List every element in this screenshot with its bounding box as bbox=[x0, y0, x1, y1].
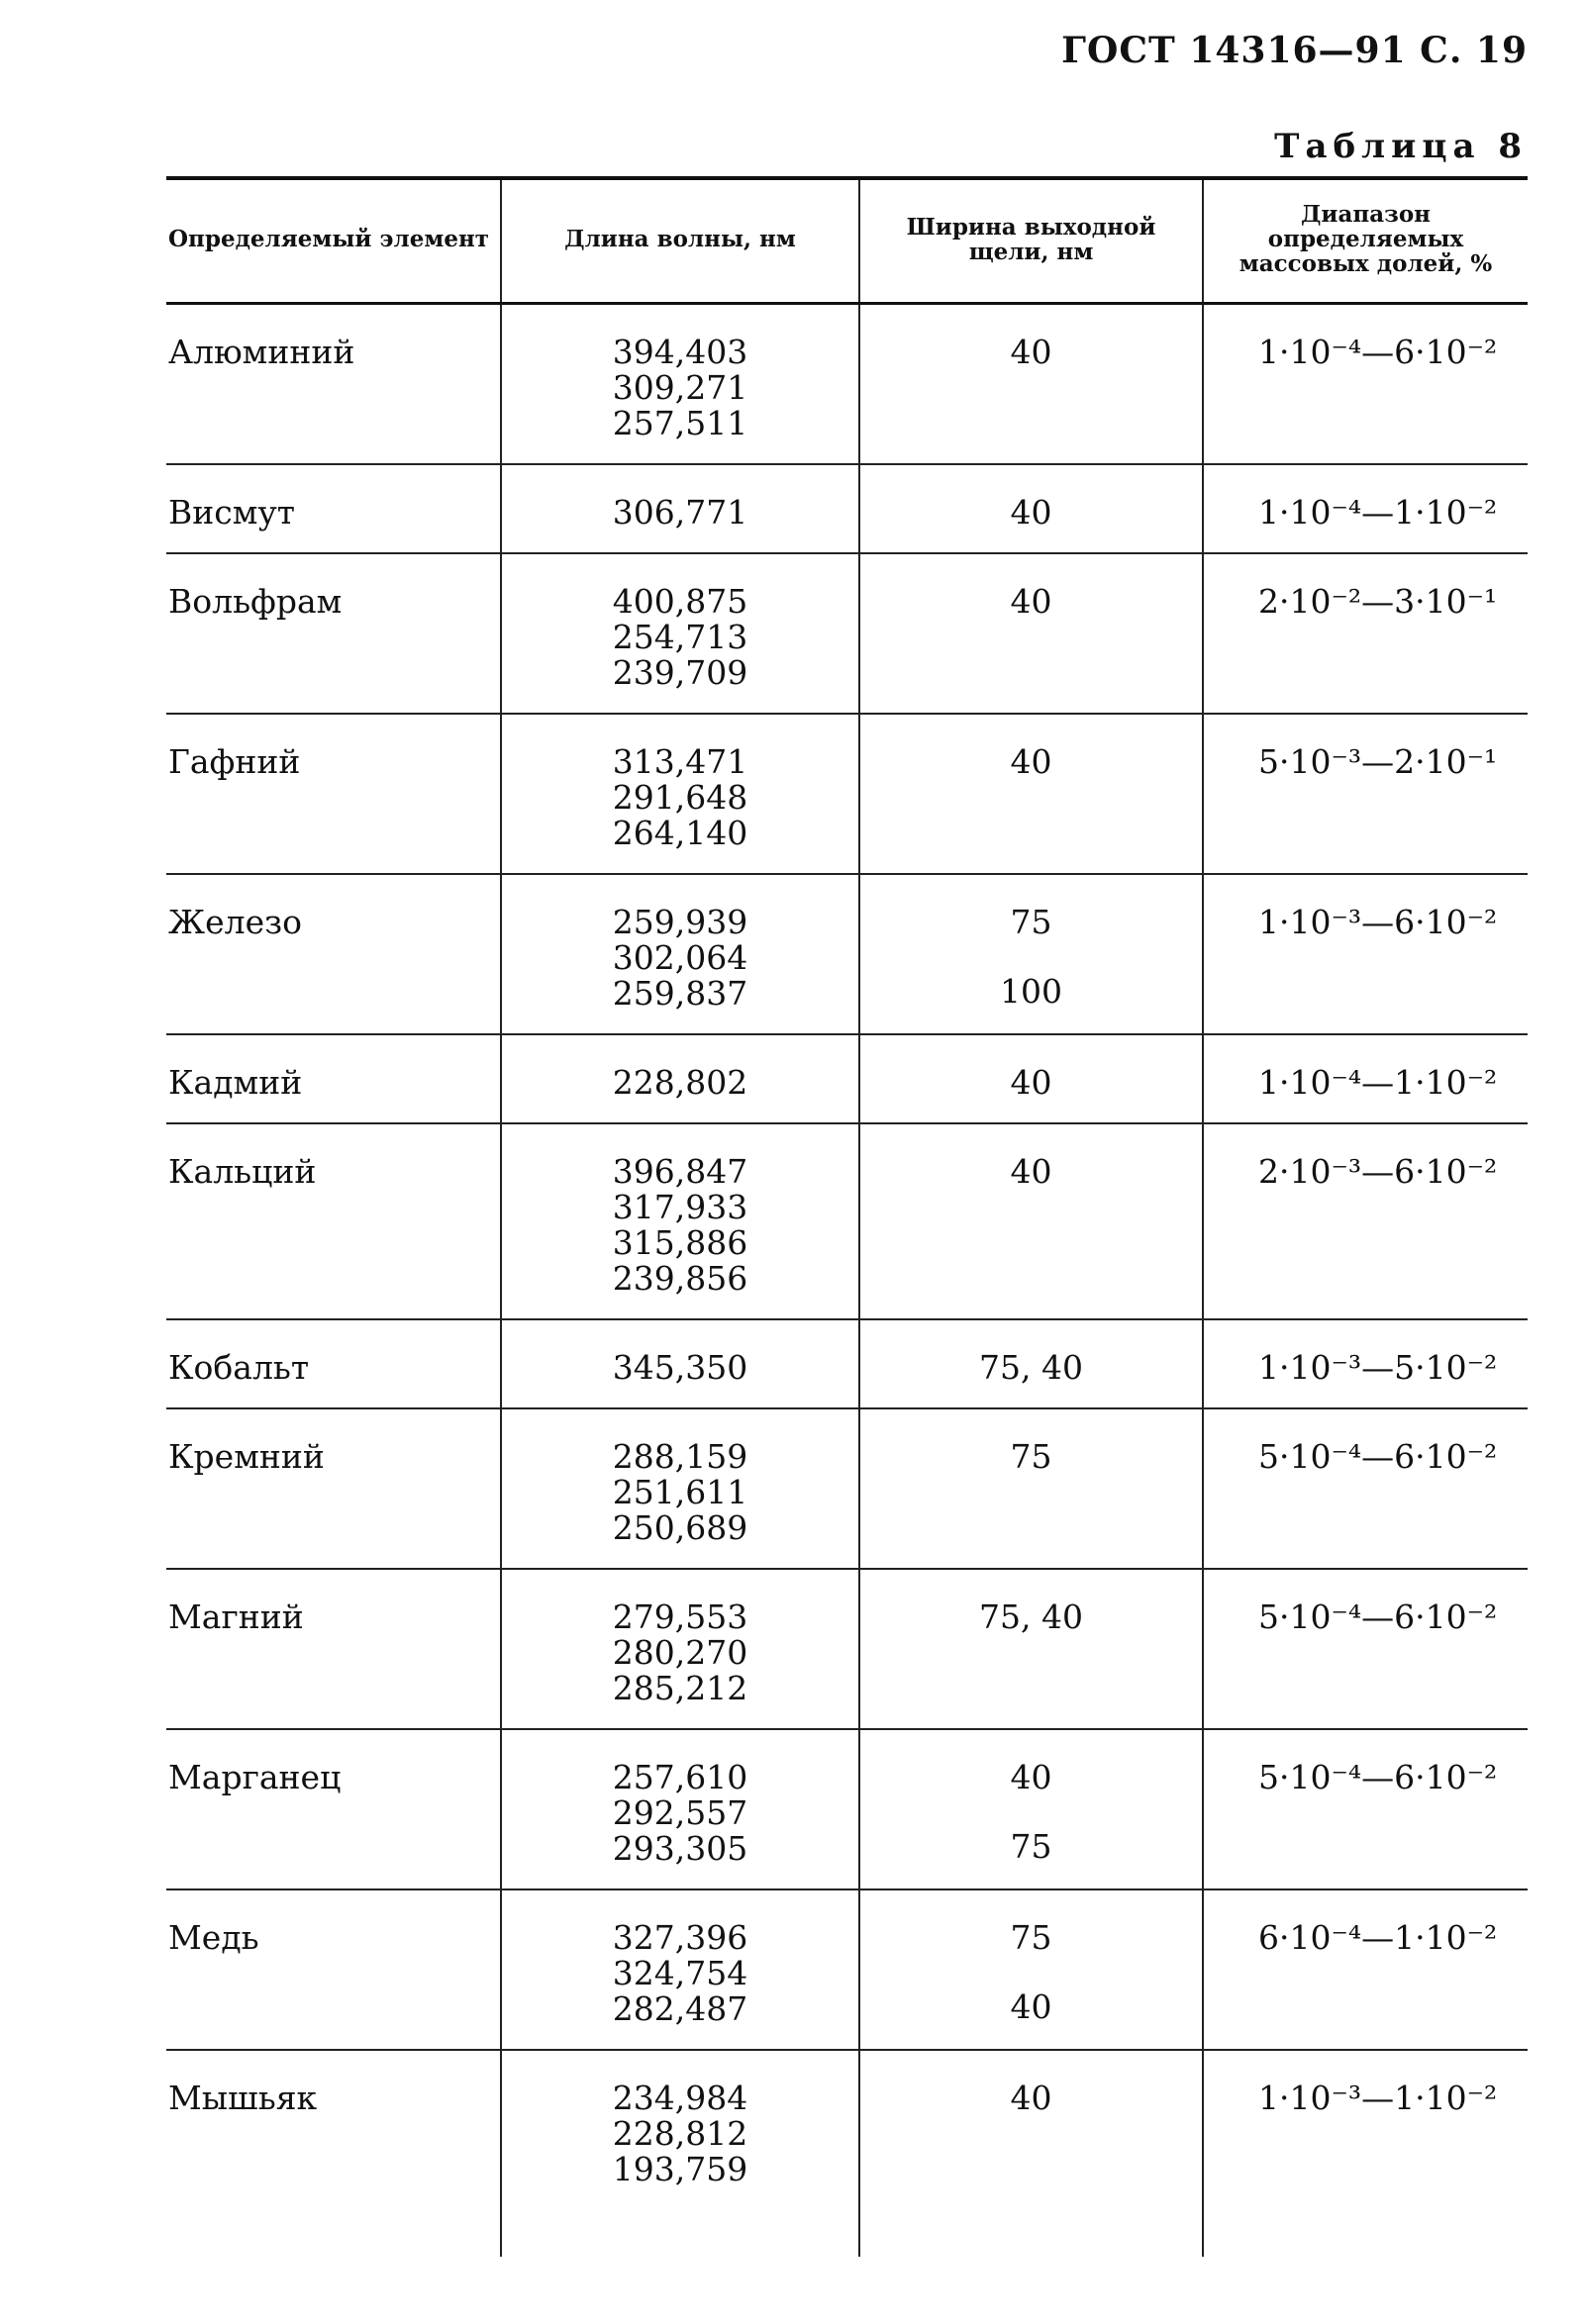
wavelength-value: 345,350 bbox=[612, 1348, 748, 1387]
wavelength-value: 259,939 bbox=[612, 903, 748, 941]
slit-width-value: 75 bbox=[1010, 903, 1052, 941]
element-name: Висмут bbox=[166, 464, 501, 553]
wavelength-value: 292,557 bbox=[612, 1793, 748, 1832]
wavelength-value: 264,140 bbox=[612, 814, 748, 852]
wavelength-value: 228,812 bbox=[612, 2114, 748, 2153]
column-header-range: Диапазон определяемых массовых долей, % bbox=[1203, 178, 1528, 304]
wavelength-value: 228,802 bbox=[612, 1063, 748, 1102]
wavelength-value: 254,713 bbox=[612, 618, 748, 656]
table-row bbox=[166, 1319, 1528, 1408]
wavelength-cell bbox=[501, 874, 859, 1034]
column-header-slit-width: Ширина выходной щели, нм bbox=[859, 178, 1203, 304]
slit-width-cell bbox=[859, 1569, 1203, 1729]
wavelength-value: 239,856 bbox=[612, 1259, 748, 1298]
table-body bbox=[166, 304, 1528, 2258]
wavelength-value: 293,305 bbox=[612, 1829, 748, 1868]
slit-width-cell bbox=[859, 304, 1203, 465]
wavelength-value: 279,553 bbox=[612, 1598, 748, 1636]
slit-width-value: 40 bbox=[1010, 1152, 1052, 1191]
mass-fraction-range: 1·10⁻⁴—6·10⁻² bbox=[1203, 304, 1528, 465]
element-wavelength-table bbox=[166, 176, 1528, 2257]
table-row bbox=[166, 2050, 1528, 2257]
wavelength-value: 280,270 bbox=[612, 1633, 748, 1672]
wavelength-value: 396,847 bbox=[612, 1152, 748, 1191]
mass-fraction-range: 5·10⁻⁴—6·10⁻² bbox=[1203, 1569, 1528, 1729]
wavelength-cell bbox=[501, 464, 859, 553]
slit-width-value: 75 bbox=[1010, 1827, 1052, 1866]
wavelength-value: 193,759 bbox=[612, 2150, 748, 2188]
slit-spacer bbox=[870, 1956, 1192, 1989]
wavelength-value: 239,709 bbox=[612, 653, 748, 692]
element-name: Кадмий bbox=[166, 1034, 501, 1123]
slit-width-cell bbox=[859, 1123, 1203, 1319]
slit-width-value: 40 bbox=[1010, 2079, 1052, 2117]
mass-fraction-range: 5·10⁻³—2·10⁻¹ bbox=[1203, 714, 1528, 874]
slit-width-cell bbox=[859, 553, 1203, 714]
slit-width-cell bbox=[859, 2050, 1203, 2257]
wavelength-cell bbox=[501, 714, 859, 874]
column-header-wavelength: Длина волны, нм bbox=[501, 178, 859, 304]
page-header: ГОСТ 14316—91 С. 19 bbox=[1061, 30, 1528, 71]
slit-width-value: 40 bbox=[1010, 1063, 1052, 1102]
table-row bbox=[166, 553, 1528, 714]
wavelength-value: 302,064 bbox=[612, 938, 748, 977]
column-header-element: Определяемый элемент bbox=[166, 178, 501, 304]
table-row bbox=[166, 1408, 1528, 1569]
slit-spacer bbox=[870, 1795, 1192, 1829]
slit-width-value: 40 bbox=[1010, 1987, 1052, 2026]
table-row bbox=[166, 1729, 1528, 1889]
wavelength-cell bbox=[501, 1408, 859, 1569]
table-row bbox=[166, 1889, 1528, 2050]
wavelength-value: 394,403 bbox=[612, 333, 748, 371]
slit-width-value: 40 bbox=[1010, 742, 1052, 781]
element-name: Вольфрам bbox=[166, 553, 501, 714]
table-caption: Таблица 8 bbox=[1274, 127, 1528, 166]
element-name: Медь bbox=[166, 1889, 501, 2050]
table-row bbox=[166, 464, 1528, 553]
wavelength-value: 309,271 bbox=[612, 368, 748, 407]
table-row bbox=[166, 1034, 1528, 1123]
mass-fraction-range: 2·10⁻³—6·10⁻² bbox=[1203, 1123, 1528, 1319]
wavelength-value: 251,611 bbox=[612, 1473, 748, 1511]
mass-fraction-range: 5·10⁻⁴—6·10⁻² bbox=[1203, 1408, 1528, 1569]
table-row bbox=[166, 304, 1528, 465]
wavelength-value: 400,875 bbox=[612, 582, 748, 621]
wavelength-cell bbox=[501, 304, 859, 465]
table-row bbox=[166, 1569, 1528, 1729]
slit-width-cell bbox=[859, 1889, 1203, 2050]
slit-width-cell bbox=[859, 1034, 1203, 1123]
slit-width-cell bbox=[859, 714, 1203, 874]
wavelength-value: 324,754 bbox=[612, 1954, 748, 1992]
slit-width-value: 40 bbox=[1010, 493, 1052, 532]
wavelength-value: 306,771 bbox=[612, 493, 748, 532]
element-name: Кальций bbox=[166, 1123, 501, 1319]
slit-width-value: 100 bbox=[1000, 972, 1062, 1011]
slit-width-value: 40 bbox=[1010, 1758, 1052, 1796]
slit-width-cell bbox=[859, 1729, 1203, 1889]
wavelength-cell bbox=[501, 1569, 859, 1729]
mass-fraction-range: 2·10⁻²—3·10⁻¹ bbox=[1203, 553, 1528, 714]
wavelength-value: 257,610 bbox=[612, 1758, 748, 1796]
slit-width-cell bbox=[859, 1408, 1203, 1569]
element-name: Алюминий bbox=[168, 333, 355, 371]
element-name: Магний bbox=[166, 1569, 501, 1729]
slit-width-value: 75 bbox=[1010, 1918, 1052, 1957]
slit-width-cell bbox=[859, 464, 1203, 553]
mass-fraction-range: 1·10⁻⁴—1·10⁻² bbox=[1203, 1034, 1528, 1123]
wavelength-value: 317,933 bbox=[612, 1188, 748, 1226]
wavelength-value: 327,396 bbox=[612, 1918, 748, 1957]
wavelength-cell bbox=[501, 1729, 859, 1889]
wavelength-value: 250,689 bbox=[612, 1508, 748, 1547]
wavelength-cell bbox=[501, 2050, 859, 2257]
wavelength-value: 315,886 bbox=[612, 1223, 748, 1262]
element-name: Кремний bbox=[166, 1408, 501, 1569]
slit-width-cell bbox=[859, 874, 1203, 1034]
wavelength-value: 257,511 bbox=[612, 404, 748, 442]
wavelength-value: 313,471 bbox=[612, 742, 748, 781]
mass-fraction-range: 1·10⁻³—1·10⁻² bbox=[1203, 2050, 1528, 2257]
mass-fraction-range: 5·10⁻⁴—6·10⁻² bbox=[1203, 1729, 1528, 1889]
mass-fraction-range: 1·10⁻³—5·10⁻² bbox=[1203, 1319, 1528, 1408]
wavelength-value: 285,212 bbox=[612, 1669, 748, 1707]
table-header-row bbox=[166, 178, 1528, 304]
wavelength-cell bbox=[501, 1319, 859, 1408]
element-name: Кобальт bbox=[166, 1319, 501, 1408]
wavelength-value: 234,984 bbox=[612, 2079, 748, 2117]
table-row bbox=[166, 1123, 1528, 1319]
wavelength-value: 259,837 bbox=[612, 974, 748, 1013]
table-row bbox=[166, 714, 1528, 874]
wavelength-cell bbox=[501, 553, 859, 714]
mass-fraction-range: 6·10⁻⁴—1·10⁻² bbox=[1203, 1889, 1528, 2050]
slit-width-value: 40 bbox=[1010, 582, 1052, 621]
slit-spacer bbox=[870, 940, 1192, 974]
mass-fraction-range: 1·10⁻³—6·10⁻² bbox=[1203, 874, 1528, 1034]
table-row bbox=[166, 874, 1528, 1034]
wavelength-value: 288,159 bbox=[612, 1437, 748, 1476]
element-name: Мышьяк bbox=[166, 2050, 501, 2257]
slit-width-value: 40 bbox=[1010, 333, 1052, 371]
slit-width-value: 75, 40 bbox=[979, 1598, 1083, 1636]
wavelength-cell bbox=[501, 1034, 859, 1123]
wavelength-cell bbox=[501, 1123, 859, 1319]
element-name: Железо bbox=[166, 874, 501, 1034]
wavelength-cell bbox=[501, 1889, 859, 2050]
wavelength-value: 291,648 bbox=[612, 778, 748, 817]
slit-width-value: 75, 40 bbox=[979, 1348, 1083, 1387]
slit-width-value: 75 bbox=[1010, 1437, 1052, 1476]
mass-fraction-range: 1·10⁻⁴—1·10⁻² bbox=[1203, 464, 1528, 553]
element-name: Гафний bbox=[166, 714, 501, 874]
element-name: Марганец bbox=[166, 1729, 501, 1889]
slit-width-cell bbox=[859, 1319, 1203, 1408]
wavelength-value: 282,487 bbox=[612, 1989, 748, 2028]
